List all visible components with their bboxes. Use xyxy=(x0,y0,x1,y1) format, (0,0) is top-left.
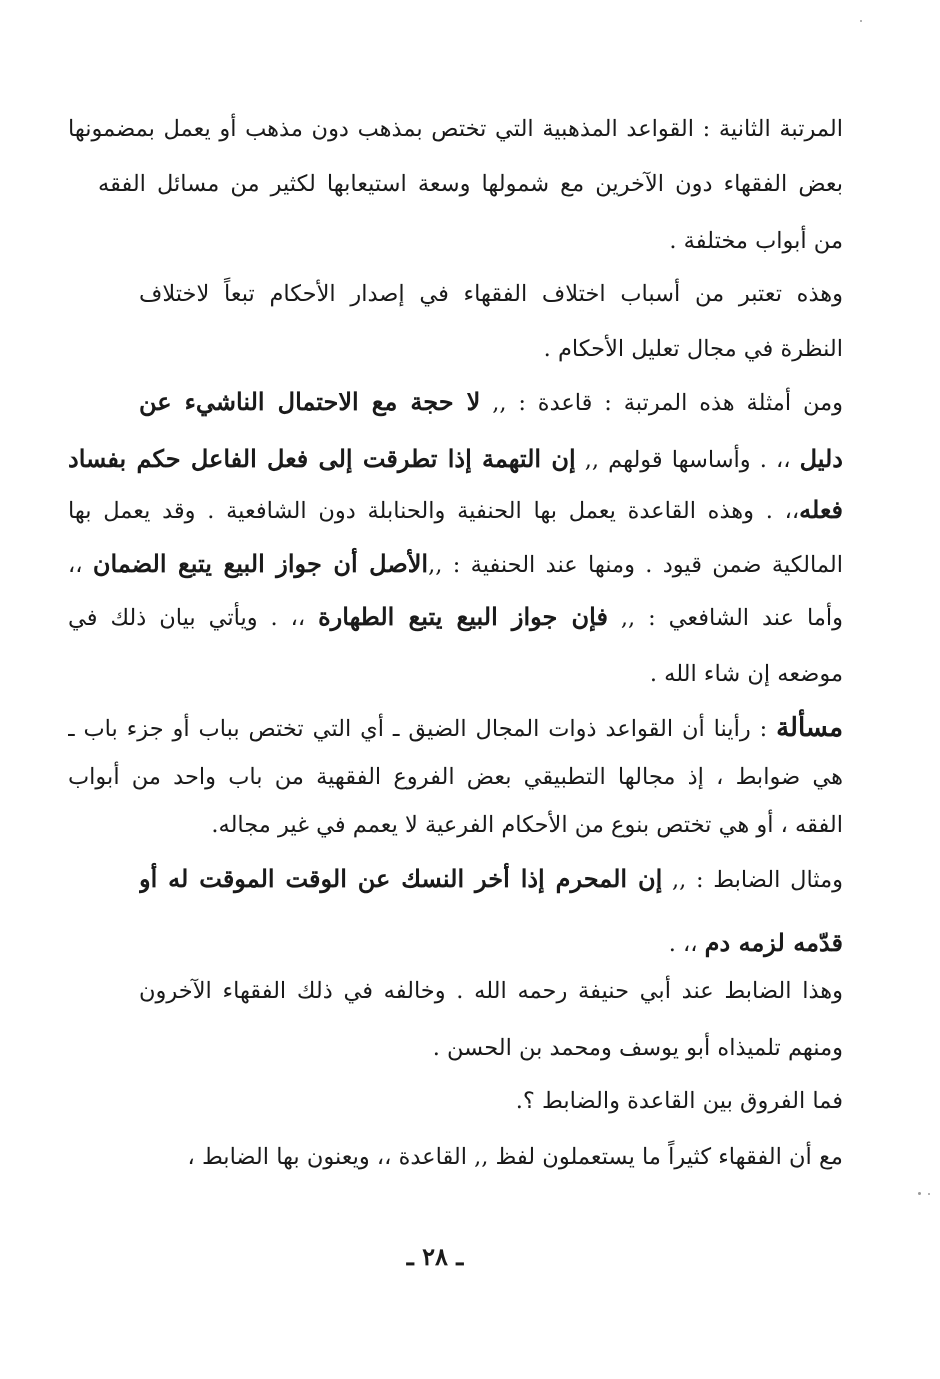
text-segment: وهذه تعتبر من أسباب اختلاف الفقهاء في إصدار الأحكام تبعاً لاختلاف xyxy=(139,281,843,307)
text-line-6 xyxy=(139,382,843,422)
text-line-1 xyxy=(68,109,843,149)
text-segment: : رأينا أن القواعد ذوات المجال الضيق ـ أي التي تختص بباب أو جزء باب ـ xyxy=(68,716,777,742)
text-segment: هي ضوابط ، إذ مجالها التطبيقي بعض الفروع الفقهية من باب واحد من أبواب xyxy=(68,764,843,790)
bold-rule-text: إن المحرم إذا أخر النسك عن الوقت الموقت له أو xyxy=(139,864,663,893)
text-line-13 xyxy=(68,757,843,797)
text-line-10 xyxy=(68,597,843,637)
scan-speck xyxy=(928,1193,930,1195)
text-line-18 xyxy=(68,1028,843,1068)
text-segment: بعض الفقهاء دون الآخرين مع شمولها وسعة استيعابها لكثير من مسائل الفقه xyxy=(98,171,843,197)
text-line-12 xyxy=(68,708,843,748)
text-line-3 xyxy=(98,221,843,261)
text-segment: ،، xyxy=(68,552,93,578)
mas-ala-heading: مسألة xyxy=(776,713,843,743)
text-line-11 xyxy=(68,654,843,694)
text-line-17 xyxy=(139,971,843,1011)
text-segment: ومثال الضابط : ,, xyxy=(662,867,843,893)
bold-rule-text: قدّمه لزمه دم xyxy=(704,928,843,957)
text-line-9 xyxy=(68,544,843,584)
text-line-5 xyxy=(68,329,843,369)
text-segment: فما الفروق بين القاعدة والضابط ؟. xyxy=(515,1088,843,1114)
bold-rule-text: فإن جواز البيع يتبع الطهارة xyxy=(318,602,608,631)
text-line-14 xyxy=(68,805,843,845)
bold-rule-text: دليل xyxy=(799,444,843,473)
text-segment: النظرة في مجال تعليل الأحكام . xyxy=(543,336,843,362)
text-line-16 xyxy=(68,923,843,963)
text-segment: من أبواب مختلفة . xyxy=(669,228,843,254)
text-segment: المرتبة الثانية : القواعد المذهبية التي تختص بمذهب دون مذهب أو يعمل بمضمونها xyxy=(68,116,843,142)
text-line-15 xyxy=(139,859,843,899)
text-segment: ومن أمثلة هذه المرتبة : قاعدة : ,, xyxy=(480,390,843,416)
bold-rule-text: الأصل أن جواز البيع يتبع الضمان xyxy=(92,549,429,578)
text-segment: ،، . xyxy=(668,931,705,957)
scan-speck xyxy=(860,20,862,22)
text-line-7 xyxy=(68,439,843,479)
page-number: ـ ٢٨ ـ xyxy=(406,1242,464,1271)
bold-rule-text: لا حجة مع الاحتمال الناشيء عن xyxy=(139,387,481,416)
scan-speck xyxy=(918,1192,921,1195)
text-segment: موضعه إن شاء الله . xyxy=(649,661,843,687)
text-line-2 xyxy=(98,164,843,204)
text-segment: ،، . وأساسها قولهم ,, xyxy=(575,447,800,473)
text-segment: ،، . وهذه القاعدة يعمل بها الحنفية والحنابلة دون الشافعية . وقد يعمل بها xyxy=(68,498,800,524)
text-segment: ومنهم تلميذاه أبو يوسف ومحمد بن الحسن . xyxy=(432,1035,843,1061)
text-segment: مع أن الفقهاء كثيراً ما يستعملون لفظ ,, القاعدة ،، ويعنون بها الضابط ، xyxy=(187,1144,843,1170)
text-line-4 xyxy=(139,274,843,314)
text-segment: وأما عند الشافعي : ,, xyxy=(607,605,843,631)
bold-rule-text: إن التهمة إذا تطرقت إلى فعل الفاعل حكم بفساد xyxy=(68,444,576,473)
text-segment: الفقه ، أو هي تختص بنوع من الأحكام الفرعية لا يعمم في غير مجاله. xyxy=(211,812,843,838)
text-segment: وهذا الضابط عند أبي حنيفة رحمه الله . وخالفه في ذلك الفقهاء الآخرون xyxy=(139,978,843,1004)
text-segment: ،، . ويأتي بيان ذلك في xyxy=(68,605,319,631)
text-line-8 xyxy=(68,490,843,530)
text-segment: المالكية ضمن قيود . ومنها عند الحنفية : ,, xyxy=(428,552,843,578)
text-line-20 xyxy=(68,1137,843,1177)
text-line-19 xyxy=(139,1081,843,1121)
bold-rule-text: فعله xyxy=(799,495,843,524)
